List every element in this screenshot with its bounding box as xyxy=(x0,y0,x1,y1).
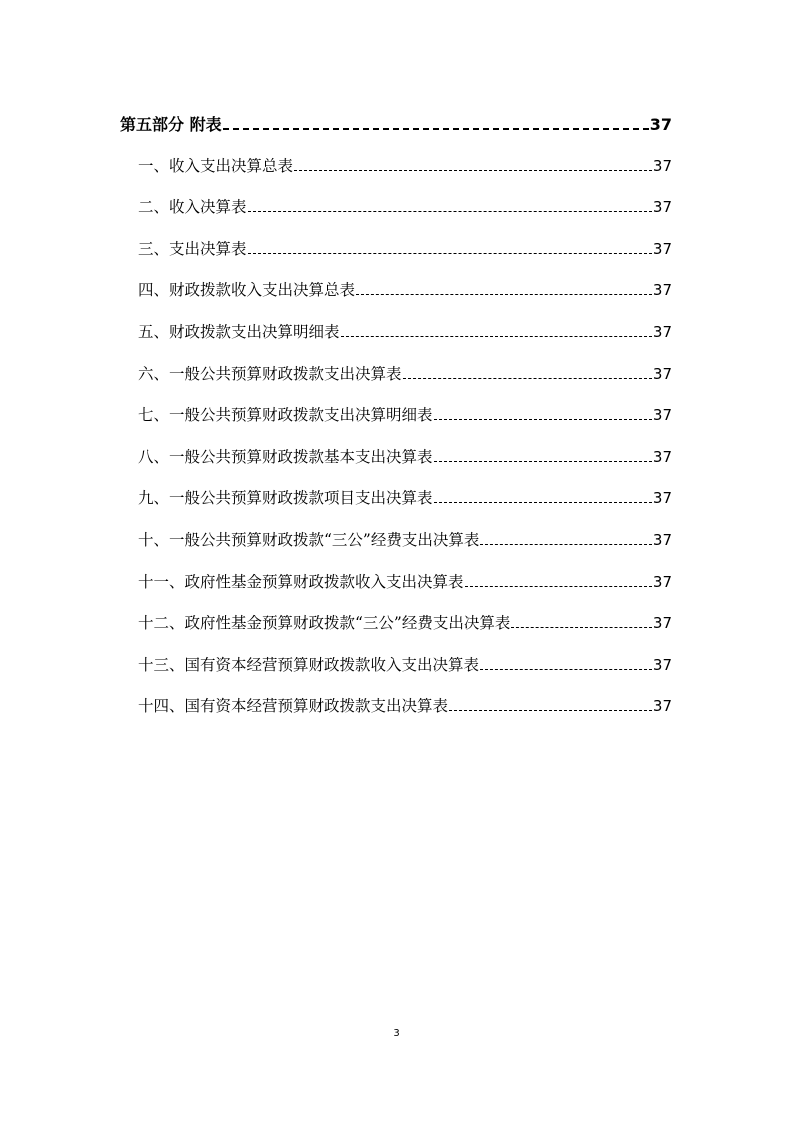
toc-entry-title: 七、一般公共预算财政拨款支出决算明细表 xyxy=(138,406,433,425)
toc-entry[interactable] xyxy=(120,686,672,728)
toc-entry[interactable] xyxy=(120,354,672,396)
toc-section-heading[interactable] xyxy=(120,104,672,146)
toc-leader-dots xyxy=(248,229,652,271)
toc-entry-page: 37 xyxy=(652,156,672,175)
toc-entry-page: 37 xyxy=(652,530,672,549)
toc-entry-title: 八、一般公共预算财政拨款基本支出决算表 xyxy=(138,447,433,466)
toc-entry-title: 十三、国有资本经营预算财政拨款收入支出决算表 xyxy=(138,655,480,674)
toc-entry-page: 37 xyxy=(652,614,672,633)
toc-entry[interactable] xyxy=(120,395,672,437)
toc-entry-title: 一、收入支出决算总表 xyxy=(138,156,294,175)
table-of-contents xyxy=(120,104,672,728)
toc-leader-dots xyxy=(480,520,652,562)
toc-entry[interactable] xyxy=(120,520,672,562)
toc-entry[interactable] xyxy=(120,146,672,188)
toc-entry-page: 37 xyxy=(652,406,672,425)
toc-leader-dots xyxy=(356,270,652,312)
toc-leader-dots xyxy=(248,187,652,229)
toc-entry-page: 37 xyxy=(652,697,672,716)
toc-entry-page: 37 xyxy=(652,364,672,383)
toc-heading-title: 第五部分 附表 xyxy=(120,115,222,134)
toc-leader-dots xyxy=(294,146,652,188)
toc-entry-title: 三、支出决算表 xyxy=(138,239,247,258)
toc-heading-page: 37 xyxy=(649,115,672,134)
toc-entry-title: 十四、国有资本经营预算财政拨款支出决算表 xyxy=(138,697,449,716)
toc-entry[interactable] xyxy=(120,270,672,312)
toc-leader-dots xyxy=(434,395,652,437)
toc-entry-page: 37 xyxy=(652,198,672,217)
toc-leader-dots xyxy=(223,104,649,146)
toc-entry-title: 十二、政府性基金预算财政拨款“三公”经费支出决算表 xyxy=(138,614,511,633)
toc-leader-dots xyxy=(403,354,652,396)
toc-entry[interactable] xyxy=(120,603,672,645)
toc-entry-page: 37 xyxy=(652,489,672,508)
toc-entry-page: 37 xyxy=(652,239,672,258)
toc-entry-title: 四、财政拨款收入支出决算总表 xyxy=(138,281,356,300)
toc-leader-dots xyxy=(465,562,652,604)
page-number: 3 xyxy=(393,1028,400,1039)
toc-entry[interactable] xyxy=(120,187,672,229)
toc-entry[interactable] xyxy=(120,645,672,687)
toc-leader-dots xyxy=(480,645,652,687)
toc-entry-page: 37 xyxy=(652,572,672,591)
toc-entry-page: 37 xyxy=(652,322,672,341)
toc-entry-page: 37 xyxy=(652,447,672,466)
toc-entry[interactable] xyxy=(120,229,672,271)
toc-entry-title: 十、一般公共预算财政拨款“三公”经费支出决算表 xyxy=(138,530,480,549)
toc-leader-dots xyxy=(434,437,652,479)
toc-entry-title: 十一、政府性基金预算财政拨款收入支出决算表 xyxy=(138,572,464,591)
toc-leader-dots xyxy=(511,603,652,645)
toc-entry-page: 37 xyxy=(652,655,672,674)
toc-entry-title: 五、财政拨款支出决算明细表 xyxy=(138,322,340,341)
toc-entry-page: 37 xyxy=(652,281,672,300)
toc-entry[interactable] xyxy=(120,312,672,354)
toc-entry-title: 六、一般公共预算财政拨款支出决算表 xyxy=(138,364,402,383)
toc-leader-dots xyxy=(341,312,652,354)
toc-entry[interactable] xyxy=(120,437,672,479)
toc-leader-dots xyxy=(449,686,652,728)
toc-entry-title: 二、收入决算表 xyxy=(138,198,247,217)
toc-entry[interactable] xyxy=(120,562,672,604)
toc-leader-dots xyxy=(434,478,652,520)
toc-entry-title: 九、一般公共预算财政拨款项目支出决算表 xyxy=(138,489,433,508)
toc-entry[interactable] xyxy=(120,478,672,520)
